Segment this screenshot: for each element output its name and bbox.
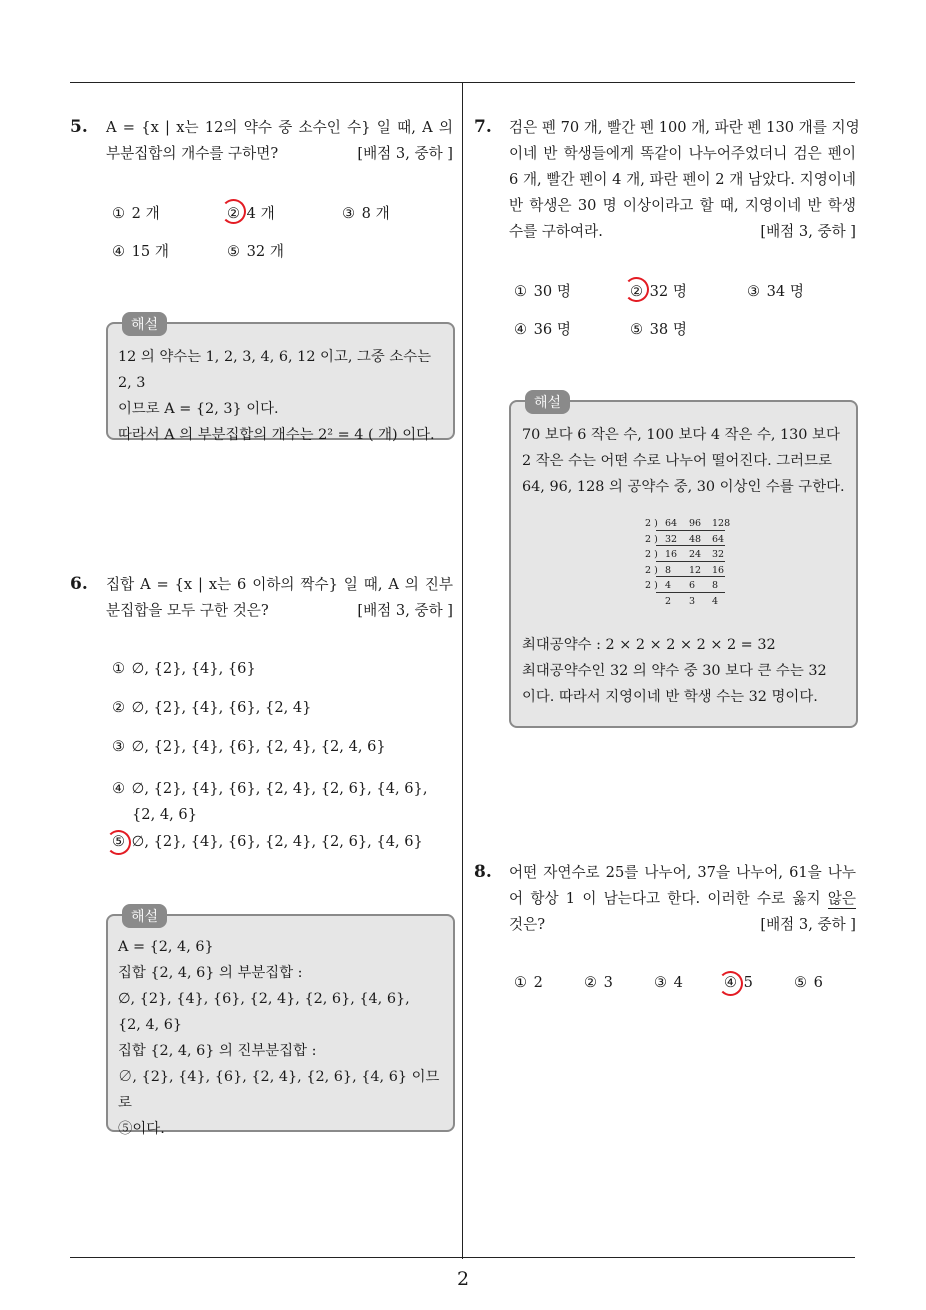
solution-line: 최대공약수인 32 의 약수 중 30 보다 큰 수는 32 <box>522 663 827 679</box>
q6-option-1[interactable]: ① ∅, {2}, {4}, {6} <box>111 660 256 677</box>
question-7-line: 이네 반 학생들에게 똑같이 나누어주었더니 검은 펜이 <box>509 145 856 162</box>
q8-option-1[interactable]: ① 2 <box>513 974 543 991</box>
q6-option-4[interactable]: ④ ∅, {2}, {4}, {6}, {2, 4}, {2, 6}, {4, 6}, {2, 4, 6} <box>111 780 428 823</box>
division-row: 2 ) 32 48 64 <box>645 533 725 545</box>
question-6-number: 6. <box>70 574 88 594</box>
solution-line: 이다. 따라서 지영이네 반 학생 수는 32 명이다. <box>522 689 818 705</box>
question-6-line: 분집합을 모두 구한 것은? <box>106 602 269 619</box>
solution-line: 2 작은 수는 어떤 수로 나누어 떨어진다. 그러므로 <box>522 453 832 469</box>
column-divider <box>462 83 463 1259</box>
q8-underline-mark <box>828 908 856 909</box>
question-6-line: 집합 A = {x | x는 6 이하의 짝수} 일 때, A 의 진부 <box>106 576 453 593</box>
q8-option-4[interactable]: ④ 5 <box>723 974 753 991</box>
q7-option-4[interactable]: ④ 36 명 <box>513 321 571 338</box>
question-5-text <box>106 115 453 167</box>
question-7-line: 수를 구하여라. <box>509 223 603 240</box>
q5-option-5[interactable]: ⑤ 32 개 <box>226 243 284 260</box>
q7-solution-box <box>509 395 858 728</box>
q6-option-5[interactable]: ⑤ ∅, {2}, {4}, {6}, {2, 4}, {2, 6}, {4, 6} <box>111 833 423 850</box>
question-8-line: 것은? <box>509 916 546 933</box>
q6-option-2[interactable]: ② ∅, {2}, {4}, {6}, {2, 4} <box>111 699 312 716</box>
q5-option-2[interactable]: ② 4 개 <box>226 205 275 222</box>
q5-solution-text <box>118 344 445 448</box>
solution-line: 최대공약수 : 2 × 2 × 2 × 2 × 2 = 32 <box>522 637 776 653</box>
question-8-line: 어떤 자연수로 25를 나누어, 37을 나누어, 61을 나누 <box>509 864 856 881</box>
q5-solution-box <box>106 317 455 443</box>
question-6-score: [배점 3, 중하 ] <box>357 602 453 619</box>
question-8-line: 어 항상 1 이 남는다고 한다. 이러한 수로 옳지 않은 <box>509 890 856 907</box>
page-number: 2 <box>456 1268 470 1290</box>
q5-option-1[interactable]: ① 2 개 <box>111 205 160 222</box>
question-8-text <box>509 860 856 938</box>
q5-solution-label: 해설 <box>122 312 167 336</box>
q5-option-4[interactable]: ④ 15 개 <box>111 243 169 260</box>
q7-option-3[interactable]: ③ 34 명 <box>746 283 804 300</box>
q6-option-3[interactable]: ③ ∅, {2}, {4}, {6}, {2, 4}, {2, 4, 6} <box>111 738 386 755</box>
division-row: 2 ) 8 12 16 <box>645 564 725 576</box>
question-7-line: 6 개, 빨간 펜이 4 개, 파란 펜이 2 개 남았다. 지영이네 <box>509 171 856 188</box>
q6-answer-circle-mark <box>106 830 131 855</box>
solution-line: ⑤이다. <box>118 1121 165 1137</box>
q8-option-3[interactable]: ③ 4 <box>653 974 683 991</box>
question-7-number: 7. <box>474 117 492 137</box>
q7-solution-bottom <box>522 632 849 710</box>
q7-solution-label: 해설 <box>525 390 570 414</box>
question-7-line: 반 학생은 30 명 이상이라고 할 때, 지영이네 반 학생 <box>509 197 856 214</box>
q6-solution-label: 해설 <box>122 904 167 928</box>
solution-line: ∅, {2}, {4}, {6}, {2, 4}, {2, 6}, {4, 6}, <box>118 991 410 1007</box>
q7-option-1[interactable]: ① 30 명 <box>513 283 571 300</box>
question-7-score: [배점 3, 중하 ] <box>760 223 856 240</box>
question-5-score: [배점 3, 중하 ] <box>357 145 453 162</box>
question-8-score: [배점 3, 중하 ] <box>760 916 856 933</box>
question-5-number: 5. <box>70 117 88 137</box>
q7-option-2[interactable]: ② 32 명 <box>629 283 687 300</box>
q5-option-3[interactable]: ③ 8 개 <box>341 205 390 222</box>
solution-line: ∅, {2}, {4}, {6}, {2, 4}, {2, 6}, {4, 6} 이므로 <box>118 1069 440 1111</box>
division-row: 2 3 4 <box>665 595 719 607</box>
question-7-text <box>509 115 860 245</box>
question-5-line: A = {x | x는 12의 약수 중 소수인 수} 일 때, A 의 <box>106 119 453 136</box>
solution-line: 64, 96, 128 의 공약수 중, 30 이상인 수를 구한다. <box>522 479 845 495</box>
solution-line: 12 의 약수는 1, 2, 3, 4, 6, 12 이고, 그중 소수는 2, 3 <box>118 349 432 391</box>
division-row: 2 ) 16 24 32 <box>645 549 725 560</box>
q8-option-5[interactable]: ⑤ 6 <box>793 974 823 991</box>
q6-solution-text <box>118 934 445 1142</box>
solution-line: {2, 4, 6} <box>118 1017 183 1033</box>
q5-answer-circle-mark <box>221 199 246 224</box>
solution-line: 70 보다 6 작은 수, 100 보다 4 작은 수, 130 보다 <box>522 427 840 443</box>
solution-line: 집합 {2, 4, 6} 의 진부분집합 : <box>118 1043 317 1059</box>
question-5-line: 부분집합의 개수를 구하면? <box>106 145 279 162</box>
solution-line: A = {2, 4, 6} <box>118 939 214 955</box>
question-6-text <box>106 572 453 624</box>
q7-solution-top <box>522 422 849 500</box>
question-7-line: 검은 펜 70 개, 빨간 펜 100 개, 파란 펜 130 개를 지영 <box>509 119 860 136</box>
division-row: 2 ) 4 6 8 <box>645 578 735 594</box>
q7-answer-circle-mark <box>624 277 649 302</box>
q8-option-2[interactable]: ② 3 <box>583 974 613 991</box>
division-row: 2 ) 64 96 128 <box>645 518 731 529</box>
q6-solution-box <box>106 909 455 1137</box>
q8-answer-circle-mark <box>718 971 743 996</box>
solution-line: 따라서 A 의 부분집합의 개수는 2² = 4 ( 개) 이다. <box>118 427 435 443</box>
question-8-number: 8. <box>474 862 492 882</box>
q7-option-5[interactable]: ⑤ 38 명 <box>629 321 687 338</box>
solution-line: 집합 {2, 4, 6} 의 부분집합 : <box>118 965 303 981</box>
division-ladder <box>645 516 735 609</box>
solution-line: 이므로 A = {2, 3} 이다. <box>118 401 279 417</box>
